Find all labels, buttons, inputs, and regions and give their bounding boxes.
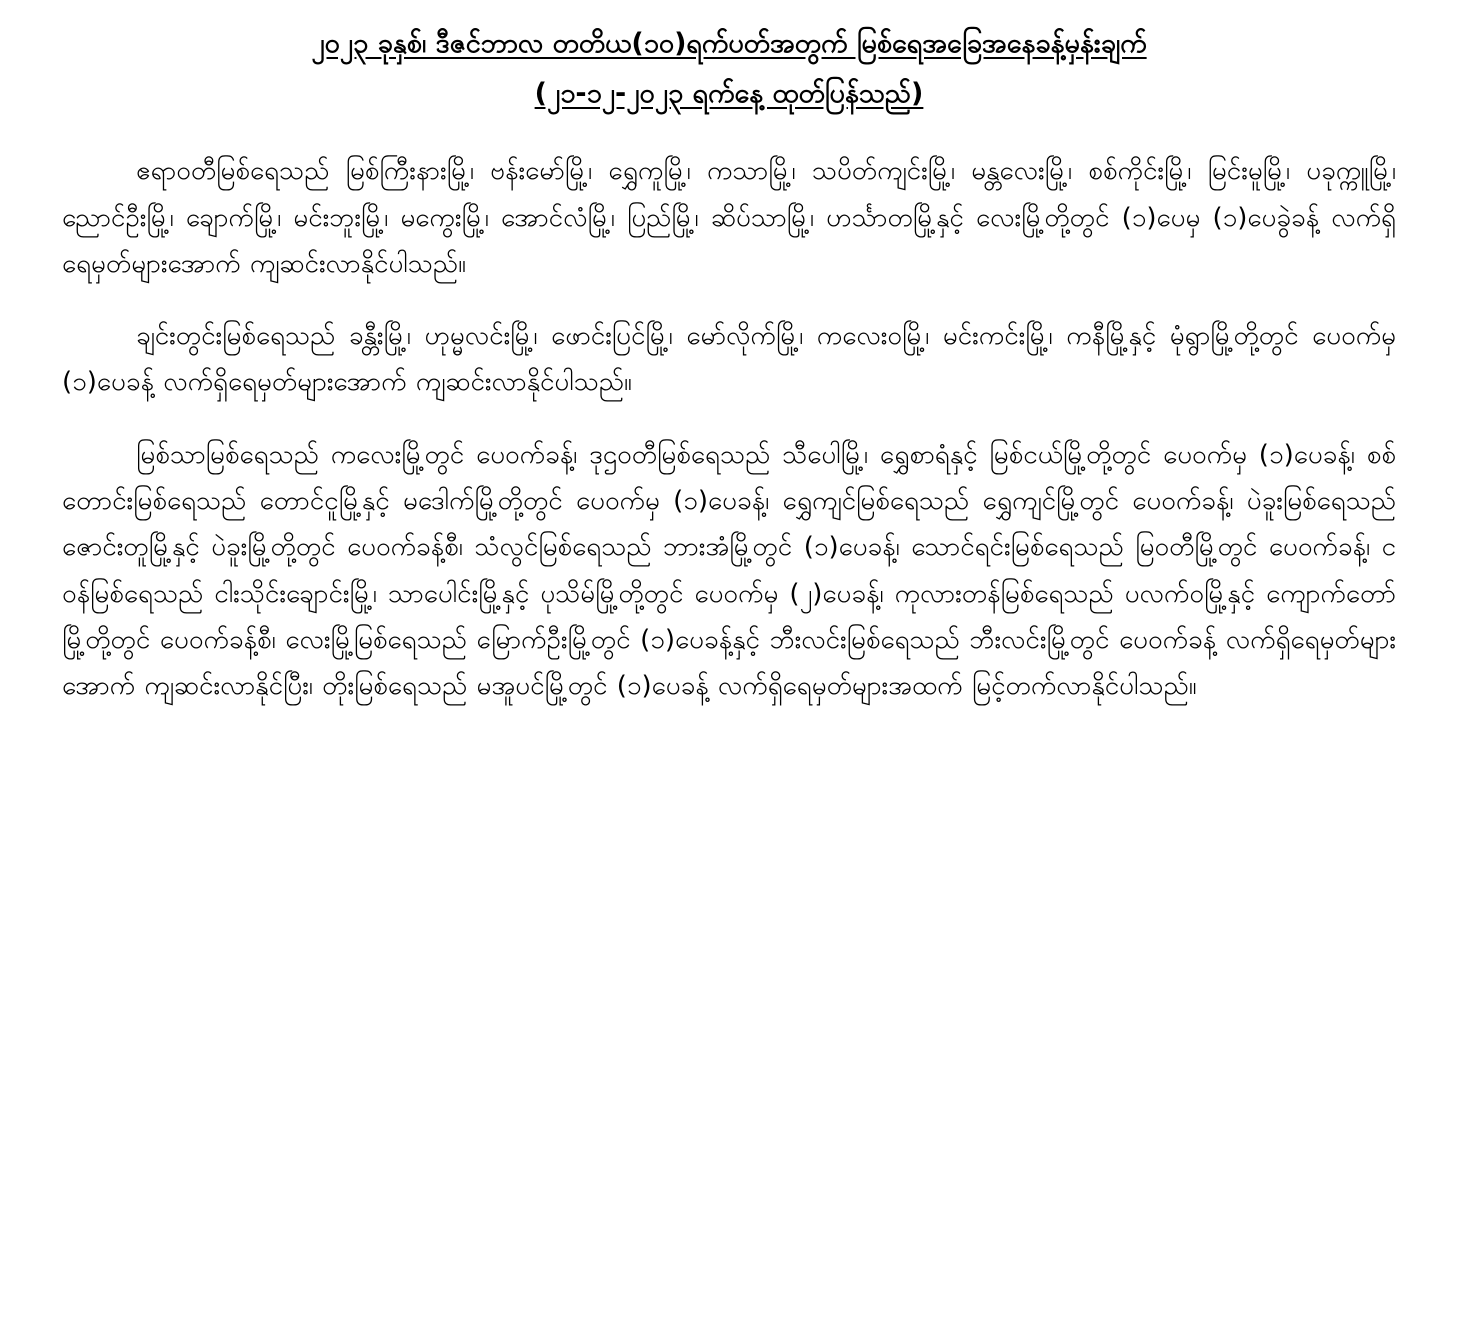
paragraph-1: ဧရာဝတီမြစ်ရေသည် မြစ်ကြီးနားမြို့၊ ဗန်းမော်မြို့၊ ရွှေကူမြို့၊ ကသာမြို့၊ သပိတ်ကျင်းမြို့၊ မန္တလေးမြို့၊ စစ်ကိုင်းမြို့၊ မြင်းမူမြို့၊ ပခုက္ကူမြို့၊ ညောင်ဦးမြို့၊ ချောက်မြို့၊ မင်းဘူးမြို့၊ မကွေးမြို့၊ အောင်လံမြို့၊ ပြည်မြို့၊ ဆိပ်သာမြို့၊ ဟင်္သာတမြို့နှင့် လေးမြို့တို့တွင် (၁)ပေမှ (၁)ပေခွဲခန့် လက်ရှိရေမှတ်များအောက် ကျဆင်းလာနိုင်ပါသည်။: [62, 156, 1396, 279]
page-subtitle: [62, 73, 1396, 115]
paragraph-3: မြစ်သာမြစ်ရေသည် ကလေးမြို့တွင် ပေဝက်ခန့်၊ ဒုဌဝတီမြစ်ရေသည် သီပေါမြို့၊ ရွှေစာရံနှင့် မြစ်ငယ်မြို့တို့တွင် ပေဝက်မှ (၁)ပေခန့်၊ စစ်တောင်းမြစ်ရေသည် တောင်ငူမြို့နှင့် မဒေါက်မြို့တို့တွင် ပေဝက်မှ (၁)ပေခန့်၊ ရွှေကျင်မြစ်ရေသည် ရွှေကျင်မြို့တွင် ပေဝက်ခန့်၊ ပဲခူးမြစ်ရေသည် ဇောင်းတူမြို့နှင့် ပဲခူးမြို့တို့တွင် ပေဝက်ခန့်စီ၊ သံလွင်မြစ်ရေသည် ဘားအံမြို့တွင် (၁)ပေခန့်၊ သောင်ရင်းမြစ်ရေသည် မြဝတီမြို့တွင် ပေဝက်ခန့်၊ ငဝန်မြစ်ရေသည် ငါးသိုင်းချောင်းမြို့၊ သာပေါင်းမြို့နှင့် ပုသိမ်မြို့တို့တွင် ပေဝက်မှ (၂)ပေခန့်၊ ကုလားတန်မြစ်ရေသည် ပလက်ဝမြို့နှင့် ကျောက်တော်မြို့တို့တွင် ပေဝက်ခန့်စီ၊ လေးမြို့မြစ်ရေသည် မြောက်ဦးမြို့တွင် (၁)ပေခန့်နှင့် ဘီးလင်းမြစ်ရေသည် ဘီးလင်းမြို့တွင် ပေဝက်ခန့် လက်ရှိရေမှတ်များအောက် ကျဆင်းလာနိုင်ပြီး၊ တိုးမြစ်ရေသည် မအူပင်မြို့တွင် (၁)ပေခန့် လက်ရှိရေမှတ်များအထက် မြင့်တက်လာနိုင်ပါသည်။: [62, 439, 1396, 702]
paragraph-2: ချင်းတွင်းမြစ်ရေသည် ခန္တီးမြို့၊ ဟုမ္မလင်းမြို့၊ ဖောင်းပြင်မြို့၊ မော်လိုက်မြို့၊ ကလေးဝမြို့၊ မင်းကင်းမြို့၊ ကနီမြို့နှင့် မုံရွာမြို့တို့တွင် ပေဝက်မှ (၁)ပေခန့် လက်ရှိရေမှတ်များအောက် ကျဆင်းလာနိုင်ပါသည်။: [62, 321, 1396, 398]
title-line: ၂၀၂၃ ခုနှစ်၊ ဒီဇင်ဘာလ တတိယ(၁၀)ရက်ပတ်အတွက် မြစ်ရေအခြေအနေခန့်မှန်းချက်: [311, 28, 1147, 59]
subtitle-line: (၂၁-၁၂-၂၀၂၃ ရက်နေ့ ထုတ်ပြန်သည်): [534, 77, 924, 109]
page-title: [62, 22, 1396, 67]
